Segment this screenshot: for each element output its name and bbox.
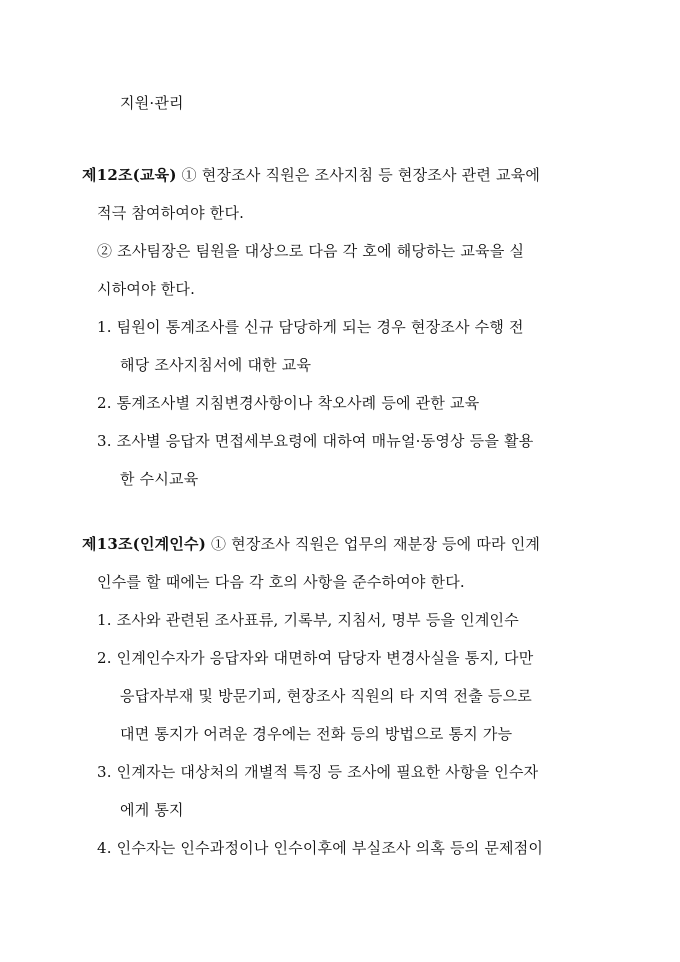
article-13-title: 제13조(인계인수) xyxy=(82,535,207,553)
list-item-1: 1. 팀원이 통계조사를 신규 담당하게 되는 경우 현장조사 수행 전 xyxy=(97,318,524,336)
list-item-3: 3. 인계자는 대상처의 개별적 특징 등 조사에 필요한 사항을 인수자 xyxy=(97,763,539,781)
article-12-paragraph-2: ② 조사팀장은 팀원을 대상으로 다음 각 호에 해당하는 교육을 실 xyxy=(97,242,525,260)
article-12-first-line xyxy=(82,165,540,185)
text-line: 적극 참여하여야 한다. xyxy=(97,204,245,222)
text-line: 시하여야 한다. xyxy=(97,280,196,298)
list-item-1-cont: 해당 조사지침서에 대한 교육 xyxy=(120,356,312,374)
list-item-3-cont: 에게 통지 xyxy=(120,801,184,819)
article-13-first-line xyxy=(82,534,540,554)
article-12-paragraph-1: ① 현장조사 직원은 조사지침 등 현장조사 관련 교육에 xyxy=(181,166,541,184)
article-13-paragraph-1: ① 현장조사 직원은 업무의 재분장 등에 따라 인계 xyxy=(210,535,541,553)
list-item-3-cont: 한 수시교육 xyxy=(120,470,199,488)
list-item-4: 4. 인수자는 인수과정이나 인수이후에 부실조사 의혹 등의 문제점이 xyxy=(97,839,544,857)
list-item-1: 1. 조사와 관련된 조사표류, 기록부, 지침서, 명부 등을 인계인수 xyxy=(97,611,519,629)
list-item-2: 2. 인계인수자가 응답자와 대면하여 담당자 변경사실을 통지, 다만 xyxy=(97,649,534,667)
list-item-2-cont: 응답자부재 및 방문기피, 현장조사 직원의 타 지역 전출 등으로 xyxy=(120,687,532,705)
list-item-2-cont: 대면 통지가 어려운 경우에는 전화 등의 방법으로 통지 가능 xyxy=(120,725,513,743)
list-item-3: 3. 조사별 응답자 면접세부요령에 대하여 매뉴얼·동영상 등을 활용 xyxy=(97,432,534,450)
list-item-2: 2. 통계조사별 지침변경사항이나 착오사례 등에 관한 교육 xyxy=(97,394,480,412)
text-line-continuation: 지원·관리 xyxy=(120,94,184,112)
article-12-title: 제12조(교육) xyxy=(82,166,177,184)
text-line: 인수를 할 때에는 다음 각 호의 사항을 준수하여야 한다. xyxy=(97,573,465,591)
